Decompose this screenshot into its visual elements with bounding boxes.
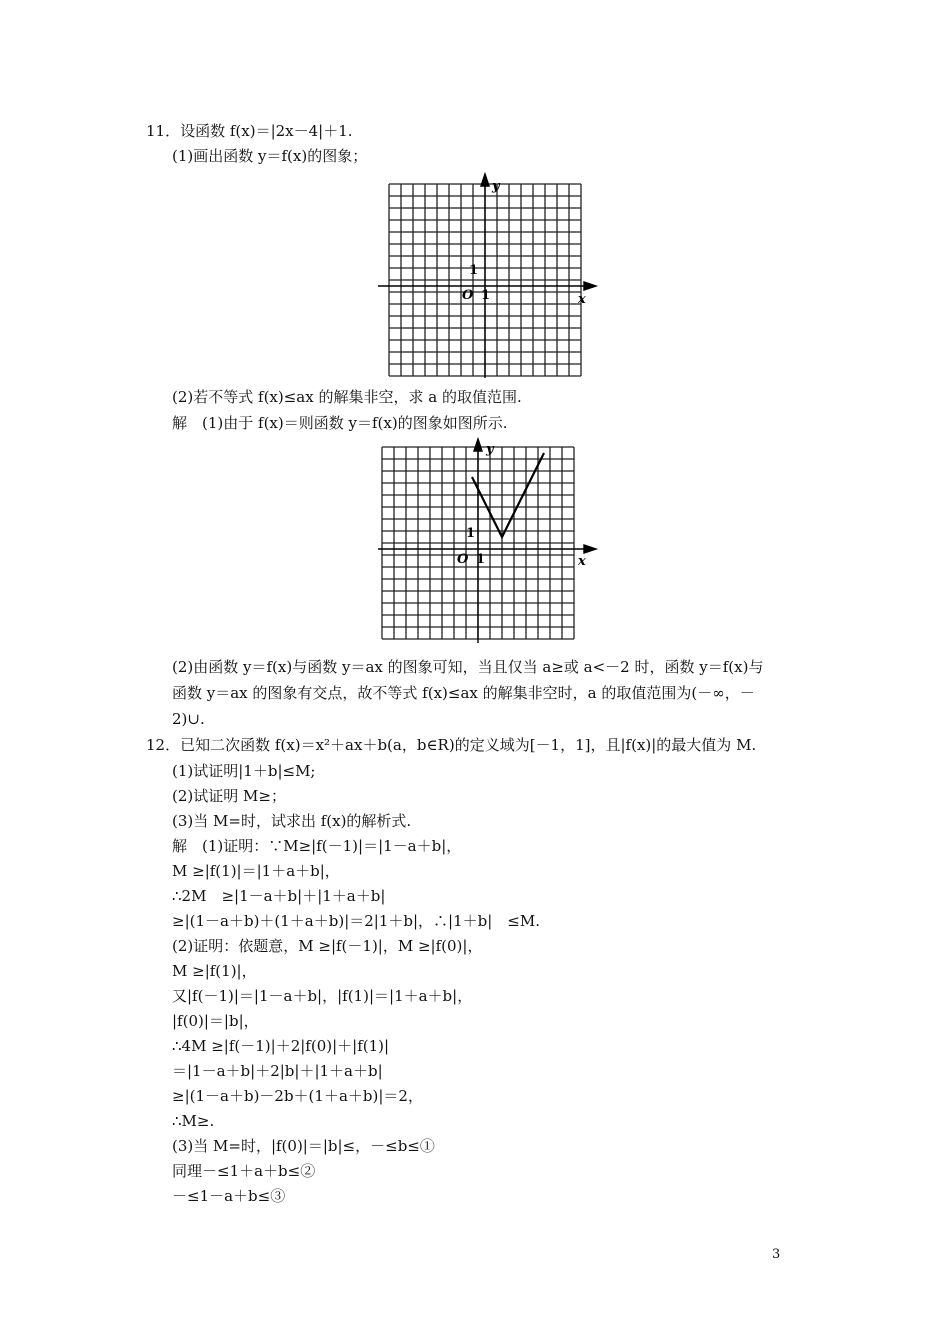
empty-coordinate-grid <box>370 172 600 384</box>
problem-12-line: ≥|(1－a＋b)＋(1＋a＋b)|＝2|1＋b|，∴|1＋b| ≤M. <box>172 912 541 930</box>
x-axis-arrow-icon <box>584 545 596 553</box>
problem-12-line: (2)试证明 M≥； <box>172 787 286 805</box>
problem-12-line: －≤1－a＋b≤③ <box>172 1187 286 1205</box>
problem-12-line: ∴M≥. <box>172 1112 215 1130</box>
solution-graph <box>370 437 600 649</box>
problem-11-solution1: 解 (1)由于 f(x)＝则函数 y＝f(x)的图象如图所示. <box>172 414 508 432</box>
problem-12-line: 解 (1)证明：∵M≥|f(－1)|＝|1－a＋b|， <box>172 837 462 855</box>
y-unit-label: 1 <box>466 526 476 541</box>
x-axis-arrow-icon <box>584 282 596 290</box>
x-unit-label: 1 <box>481 288 491 303</box>
problem-12-line: 同理－≤1＋a＋b≤② <box>172 1162 316 1180</box>
x-unit-label: 1 <box>476 552 486 567</box>
problem-12-header: 12．已知二次函数 f(x)＝x²＋ax＋b(a，b∈R)的定义域为[－1，1]，且|f(x)|的最大值为 M. <box>146 736 757 754</box>
y-axis-arrow-icon <box>474 439 482 451</box>
problem-11-solution2-line3: 2)∪. <box>172 710 205 728</box>
problem-12-line: ＝|1－a＋b|＋2|b|＋|1＋a＋b| <box>172 1062 383 1080</box>
problem-12-line: M ≥|f(1)|， <box>172 962 257 980</box>
problem-12-line: ∴4M ≥|f(－1)|＋2|f(0)|＋|f(1)| <box>172 1037 390 1055</box>
problem-12-line: (1)试证明|1＋b|≤M; <box>172 762 316 780</box>
problem-12-line: M ≥|f(1)|＝|1＋a＋b|， <box>172 862 340 880</box>
y-unit-label: 1 <box>469 263 479 278</box>
page-number: 3 <box>772 1247 781 1262</box>
problem-12-line: (3)当 M=时，|f(0)|＝|b|≤，－≤b≤① <box>172 1137 435 1155</box>
y-axis-label: y <box>486 442 494 457</box>
problem-12-line: (3)当 M=时，试求出 f(x)的解析式. <box>172 812 412 830</box>
problem-11-part1: (1)画出函数 y＝f(x)的图象； <box>172 147 368 165</box>
problem-11-solution2-line2: 函数 y＝ax 的图象有交点，故不等式 f(x)≤ax 的解集非空时，a 的取值范围为(－∞，－ <box>172 684 755 702</box>
problem-12-line: 又|f(－1)|＝|1－a＋b|，|f(1)|＝|1＋a＋b|， <box>172 987 473 1005</box>
x-axis-label: x <box>578 554 586 569</box>
problem-12-line: ∴2M ≥|1－a＋b|＋|1＋a＋b| <box>172 887 386 905</box>
x-axis-label: x <box>578 292 586 307</box>
origin-label: O <box>457 552 469 567</box>
problem-12-line: |f(0)|＝|b|， <box>172 1012 259 1030</box>
problem-11-solution2-line1: (2)由函数 y＝f(x)与函数 y＝ax 的图象可知，当且仅当 a≥或 a<－2 时，函数 y＝f(x)与 <box>172 658 764 676</box>
origin-label: O <box>462 288 474 303</box>
problem-11-header: 11．设函数 f(x)＝|2x－4|＋1. <box>146 122 353 140</box>
y-axis-arrow-icon <box>481 174 489 186</box>
problem-12-line: (2)证明：依题意，M ≥|f(－1)|，M ≥|f(0)|， <box>172 937 483 955</box>
y-axis-label: y <box>492 179 500 194</box>
problem-11-part2: (2)若不等式 f(x)≤ax 的解集非空，求 a 的取值范围. <box>172 388 522 406</box>
problem-12-line: ≥|(1－a＋b)－2b＋(1＋a＋b)|＝2， <box>172 1087 423 1105</box>
